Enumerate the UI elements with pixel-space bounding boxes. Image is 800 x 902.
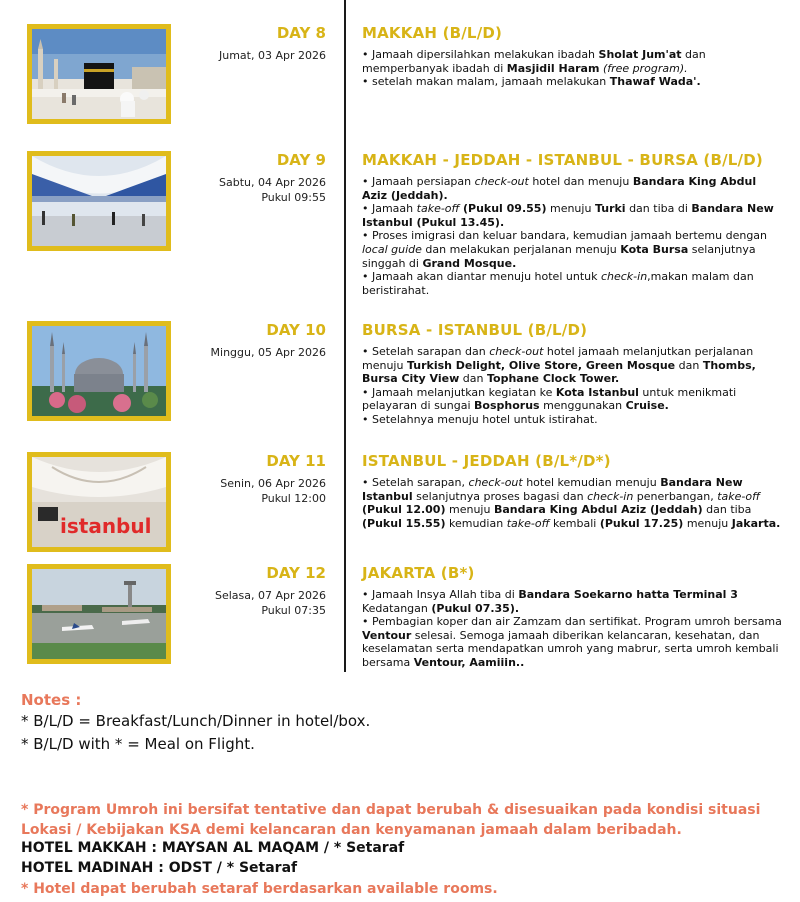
description-bullet: • Setelahnya menuju hotel untuk istirahat. [362,412,598,426]
istanbul-sign-text: istanbul [60,514,152,538]
day-description [362,175,782,297]
day-title: MAKKAH (B/L/D) [362,24,503,42]
description-bullet: • Pembagian koper dan air Zamzam dan sertifikat. Program umroh bersama Ventour selesai. Semoga jamaah diberikan kelancaran, kesehatan, dan keselamatan serta mendapatkan umroh yang mabrur, serta umroh kembali bersama Ventour, Aamiiin.. [362,615,782,669]
day-date [211,345,326,360]
description-bullet: • Setelah sarapan dan check-out hotel jamaah melanjutkan perjalanan menuju Turkish Delight, Olive Store, Green Mosque dan Thombs, Bursa City View dan Tophane Clock Tower. [362,345,756,386]
day-description [362,476,782,530]
day-date [219,48,326,63]
description-bullet: • Proses imigrasi dan keluar bandara, kemudian jamaah bertemu dengan local guide dan melakukan perjalanan menuju Kota Bursa selanjutnya singgah di Grand Mosque. [362,229,768,270]
hotel-madinah: HOTEL MADINAH : ODST / * Setaraf [21,860,298,876]
description-bullet: • Jamaah akan diantar menuju hotel untuk check-in,makan malam dan beristirahat. [362,270,754,297]
timeline-divider [344,0,346,672]
description-bullet: • Jamaah melanjutkan kegiatan ke Kota Istanbul untuk menikmati pelayaran di sungai Bosphorus menggunakan Cruise. [362,385,737,413]
day-date-text: Jumat, 03 Apr 2026 [219,49,326,62]
day-title: JAKARTA (B*) [362,564,475,582]
day-time-text: Pukul 07:35 [261,604,326,617]
day-label: DAY 9 [276,151,326,169]
disclaimer-text: * Program Umroh ini bersifat tentative dan dapat berubah & disesuaikan pada kondisi situasi Lokasi / Kebijakan KSA demi kelancaran dan kenyamanan jamaah dalam beribadah. [21,802,761,838]
description-bullet: • setelah makan malam, jamaah melakukan Thawaf Wada'. [362,75,701,89]
day-date [220,476,326,506]
airport-terminal-photo [27,151,171,251]
description-bullet: • Jamaah Insya Allah tiba di Bandara Soekarno hatta Terminal 3 Kedatangan (Pukul 07.35). [362,588,738,615]
day-date [215,588,326,618]
istanbul-airport-photo [27,452,171,552]
note-flight-meal: * B/L/D with * = Meal on Flight. [21,735,255,753]
day-title: MAKKAH - JEDDAH - ISTANBUL - BURSA (B/L/D) [362,151,763,169]
day-date-text: Sabtu, 04 Apr 2026 [219,176,326,189]
day-label: DAY 8 [276,24,326,42]
day-date [219,175,326,205]
day-title: BURSA - ISTANBUL (B/L/D) [362,321,588,339]
description-bullet: • Setelah sarapan, check-out hotel kemudian menuju Bandara New Istanbul selanjutnya proses bagasi dan check-in penerbangan, take-off (Pukul 12.00) menuju Bandara King Abdul Aziz (Jeddah) dan tiba (Pukul 15.55) kemudian take-off kembali (Pukul 17.25) menuju Jakarta. [362,476,781,530]
day-description [362,588,782,670]
day-description [362,48,782,89]
day-date-text: Selasa, 07 Apr 2026 [214,589,326,602]
hotel-makkah: HOTEL MAKKAH : MAYSAN AL MAQAM / * Setaraf [21,840,405,856]
day-label: DAY 12 [266,564,326,582]
day-date-text: Minggu, 05 Apr 2026 [210,346,326,359]
day-description [362,345,782,427]
day-label: DAY 11 [266,452,326,470]
day-label: DAY 10 [266,321,326,339]
day-time-text: Pukul 09:55 [261,191,326,204]
hotel-note: * Hotel dapat berubah setaraf berdasarkan available rooms. [21,881,498,897]
day-date-text: Senin, 06 Apr 2026 [220,477,326,490]
kaaba-photo [27,24,171,124]
blue-mosque-photo [27,321,171,421]
description-bullet: • Jamaah dipersilahkan melakukan ibadah Sholat Jum'at dan memperbanyak ibadah di Masjidil Haram (free program). [362,48,706,75]
notes-title: Notes : [21,691,82,709]
note-meal-legend: * B/L/D = Breakfast/Lunch/Dinner in hotel/box. [21,712,371,730]
day-time-text: Pukul 12:00 [261,492,326,505]
description-bullet: • Jamaah persiapan check-out hotel dan menuju Bandara King Abdul Aziz (Jeddah). [362,175,757,202]
description-bullet: • Jamaah take-off (Pukul 09.55) menuju Turki dan tiba di Bandara New Istanbul (Pukul 13.45). [362,202,774,229]
day-title: ISTANBUL - JEDDAH (B/L*/D*) [362,452,611,470]
soekarno-hatta-photo [27,564,171,664]
